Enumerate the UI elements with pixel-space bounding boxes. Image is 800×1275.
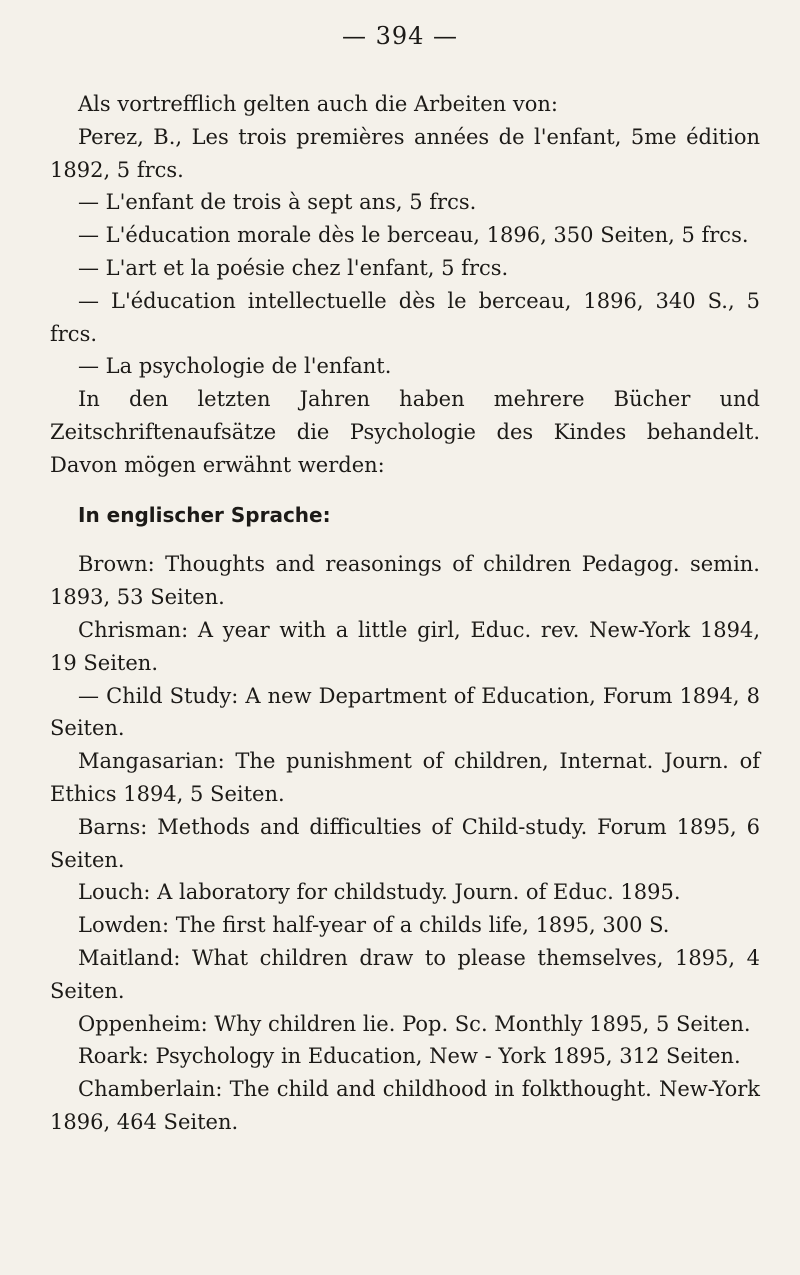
- bibliography-entry: Louch: A laboratory for childstudy. Journ. of Educ. 1895.: [78, 880, 681, 905]
- bibliography-entry: — L'enfant de trois à sept ans, 5 frcs.: [78, 190, 477, 215]
- body-text: [50, 88, 760, 1139]
- bibliography-entry: Oppenheim: Why children lie. Pop. Sc. Monthly 1895, 5 Seiten.: [78, 1011, 751, 1036]
- bibliography-entry: — L'éducation morale dès le berceau, 1896, 350 Seiten, 5 frcs.: [78, 223, 749, 248]
- bibliography-entry: Perez, B., Les trois premières années de l'enfant, 5me édition 1892, 5 frcs.: [50, 124, 760, 182]
- bibliography-entry: Barns: Methods and difficulties of Child-study. Forum 1895, 6 Seiten.: [50, 814, 760, 872]
- spacer: [50, 482, 760, 499]
- bibliography-entry: Roark: Psychology in Education, New - York 1895, 312 Seiten.: [78, 1044, 741, 1069]
- bibliography-entry: Chamberlain: The child and childhood in folkthought. New-York 1896, 464 Seiten.: [50, 1077, 760, 1134]
- bibliography-entry: — L'éducation intellectuelle dès le berceau, 1896, 340 S., 5 frcs.: [50, 288, 760, 346]
- bibliography-entry: — La psychologie de l'enfant.: [78, 354, 392, 379]
- bibliography-entry: Brown: Thoughts and reasonings of children Pedagog. semin. 1893, 53 Seiten.: [50, 552, 760, 610]
- paragraph: In den letzten Jahren haben mehrere Bücher und Zeitschriftenaufsätze die Psychologie des Kindes behandelt. Davon mögen erwähnt werden:: [50, 387, 760, 477]
- bibliography-entry: — L'art et la poésie chez l'enfant, 5 frcs.: [78, 255, 509, 280]
- bibliography-entry: Maitland: What children draw to please themselves, 1895, 4 Seiten.: [50, 945, 760, 1003]
- page-number: — 394 —: [341, 22, 459, 50]
- spacer: [50, 531, 760, 548]
- bibliography-entry: — Child Study: A new Department of Education, Forum 1894, 8 Seiten.: [50, 683, 760, 741]
- bibliography-entry: Mangasarian: The punishment of children, Internat. Journ. of Ethics 1894, 5 Seiten.: [50, 749, 760, 806]
- bibliography-entry: Lowden: The first half-year of a childs life, 1895, 300 S.: [78, 913, 670, 938]
- section-heading: In englischer Sprache:: [78, 502, 331, 527]
- intro-line: Als vortrefflich gelten auch die Arbeiten von:: [78, 92, 558, 116]
- bibliography-entry: Chrisman: A year with a little girl, Educ. rev. New-York 1894, 19 Seiten.: [50, 617, 760, 675]
